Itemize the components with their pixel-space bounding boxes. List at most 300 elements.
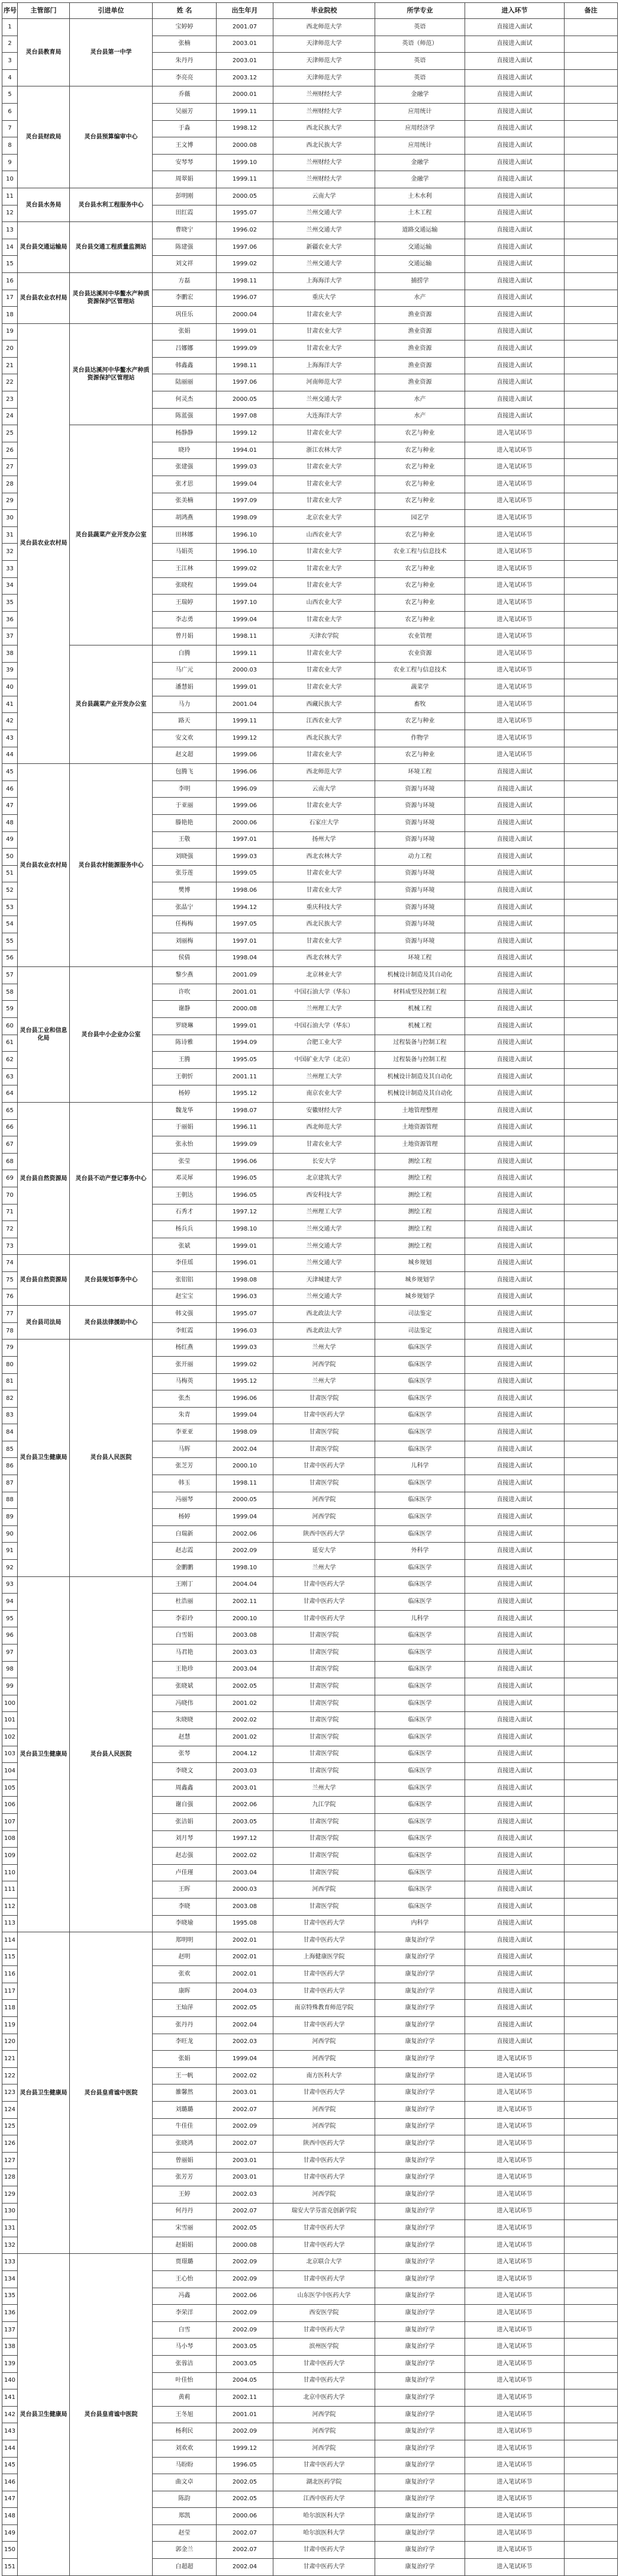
major-cell: 康复治疗学	[375, 2339, 465, 2356]
birth-cell: 2002.09	[217, 1543, 273, 1560]
stage-cell: 直接进入面试	[465, 1289, 565, 1306]
department-cell: 灵台县农业农村局	[18, 323, 70, 763]
table-row	[2, 1255, 618, 1272]
school-cell: 甘肃医学院	[273, 1813, 375, 1830]
school-cell: 兰州理工大学	[273, 1001, 375, 1018]
department-cell: 灵台县农业农村局	[18, 272, 70, 323]
birth-cell: 1994.09	[217, 1035, 273, 1052]
major-cell: 机械工程	[375, 1018, 465, 1035]
major-cell: 临床医学	[375, 1340, 465, 1357]
stage-cell: 直接进入面试	[465, 408, 565, 425]
row-index: 111	[2, 1881, 18, 1899]
birth-cell: 1999.06	[217, 747, 273, 764]
remark-cell	[565, 2118, 618, 2135]
school-cell: 甘肃医学院	[273, 1830, 375, 1848]
name-cell: 卢佳瑾	[153, 1864, 217, 1881]
row-index: 67	[2, 1136, 18, 1154]
stage-cell: 直接进入面试	[465, 849, 565, 866]
birth-cell: 2003.08	[217, 1627, 273, 1644]
stage-cell: 直接进入面试	[465, 323, 565, 341]
stage-cell: 进入笔试环节	[465, 577, 565, 595]
remark-cell	[565, 2288, 618, 2305]
row-index: 143	[2, 2423, 18, 2440]
stage-cell: 进入笔试环节	[465, 611, 565, 628]
school-cell: 甘肃医学院	[273, 1898, 375, 1915]
school-cell: 陕西中医药大学	[273, 1525, 375, 1543]
birth-cell: 1996.06	[217, 764, 273, 781]
school-cell: 天津师范大学	[273, 53, 375, 70]
stage-cell: 直接进入面试	[465, 69, 565, 86]
major-cell: 农艺与种业	[375, 611, 465, 628]
name-cell: 张斌	[153, 1238, 217, 1255]
major-cell: 康复治疗学	[375, 2118, 465, 2135]
stage-cell: 直接进入面试	[465, 2034, 565, 2051]
remark-cell	[565, 713, 618, 730]
school-cell: 甘肃农业大学	[273, 459, 375, 476]
name-cell: 许吹	[153, 984, 217, 1001]
remark-cell	[565, 916, 618, 933]
remark-cell	[565, 544, 618, 561]
stage-cell: 直接进入面试	[465, 341, 565, 358]
row-index: 128	[2, 2169, 18, 2186]
school-cell: 南方医科大学	[273, 2067, 375, 2084]
stage-cell: 直接进入面试	[465, 1898, 565, 1915]
name-cell: 马广元	[153, 662, 217, 679]
stage-cell: 直接进入面试	[465, 1052, 565, 1069]
birth-cell: 1998.07	[217, 1103, 273, 1120]
stage-cell: 进入笔试环节	[465, 628, 565, 645]
department-cell: 灵台县交通运输局	[18, 222, 70, 273]
major-cell: 应用统计	[375, 137, 465, 155]
remark-cell	[565, 967, 618, 984]
major-cell: 农艺与种业	[375, 595, 465, 612]
name-cell: 曲文卓	[153, 2474, 217, 2491]
row-index: 94	[2, 1594, 18, 1611]
name-cell: 曾月娟	[153, 628, 217, 645]
remark-cell	[565, 171, 618, 188]
school-cell: 甘肃中医药大学	[273, 1915, 375, 1932]
name-cell: 张丹丹	[153, 2017, 217, 2034]
school-cell: 甘肃医学院	[273, 1746, 375, 1763]
remark-cell	[565, 188, 618, 205]
name-cell: 巩佳乐	[153, 307, 217, 324]
birth-cell: 2002.09	[217, 2423, 273, 2440]
remark-cell	[565, 205, 618, 222]
name-cell: 郑凯	[153, 2508, 217, 2525]
remark-cell	[565, 1018, 618, 1035]
major-cell: 康复治疗学	[375, 2457, 465, 2474]
row-index: 87	[2, 1475, 18, 1492]
major-cell: 城乡规划	[375, 1255, 465, 1272]
stage-cell: 直接进入面试	[465, 916, 565, 933]
major-cell: 康复治疗学	[375, 2440, 465, 2457]
name-cell: 曾丽娟	[153, 2152, 217, 2169]
stage-cell: 进入笔试环节	[465, 662, 565, 679]
name-cell: 赵慧	[153, 1729, 217, 1746]
major-cell: 康复治疗学	[375, 2102, 465, 2119]
birth-cell: 2002.02	[217, 2067, 273, 2084]
major-cell: 内科学	[375, 1915, 465, 1932]
stage-cell: 直接进入面试	[465, 1170, 565, 1187]
major-cell: 道路交通运输	[375, 222, 465, 239]
remark-cell	[565, 103, 618, 120]
school-cell: 山东医学中医药大学	[273, 2288, 375, 2305]
major-cell: 临床医学	[375, 1356, 465, 1373]
remark-cell	[565, 1001, 618, 1018]
remark-cell	[565, 798, 618, 815]
stage-cell: 直接进入面试	[465, 1424, 565, 1441]
remark-cell	[565, 1746, 618, 1763]
name-cell: 叶佳怡	[153, 2372, 217, 2389]
name-cell: 罗晓琳	[153, 1018, 217, 1035]
row-index: 69	[2, 1170, 18, 1187]
row-index: 5	[2, 86, 18, 104]
row-index: 10	[2, 171, 18, 188]
major-cell: 资源与环境	[375, 899, 465, 916]
stage-cell: 进入笔试环节	[465, 493, 565, 510]
stage-cell: 进入笔试环节	[465, 2254, 565, 2271]
school-cell: 江西中医药大学	[273, 2491, 375, 2508]
row-index: 118	[2, 2000, 18, 2017]
school-cell: 兰州交通大学	[273, 1255, 375, 1272]
remark-cell	[565, 1390, 618, 1408]
row-index: 23	[2, 391, 18, 409]
remark-cell	[565, 1712, 618, 1729]
birth-cell: 2003.01	[217, 2169, 273, 2186]
row-index: 62	[2, 1052, 18, 1069]
remark-cell	[565, 1932, 618, 1949]
birth-cell: 2002.02	[217, 1712, 273, 1729]
birth-cell: 2002.05	[217, 2220, 273, 2237]
remark-cell	[565, 2034, 618, 2051]
birth-cell: 1999.02	[217, 1356, 273, 1373]
name-cell: 杨静静	[153, 425, 217, 442]
major-cell: 测绘工程	[375, 1170, 465, 1187]
school-cell: 兰州交通大学	[273, 391, 375, 409]
school-cell: 甘肃中医药大学	[273, 1576, 375, 1594]
row-index: 132	[2, 2237, 18, 2254]
major-cell: 机械设计制造及其自动化	[375, 967, 465, 984]
remark-cell	[565, 1729, 618, 1746]
remark-cell	[565, 1441, 618, 1458]
remark-cell	[565, 374, 618, 391]
major-cell: 临床医学	[375, 1729, 465, 1746]
major-cell: 土木工程	[375, 205, 465, 222]
remark-cell	[565, 1881, 618, 1899]
remark-cell	[565, 357, 618, 374]
remark-cell	[565, 1492, 618, 1509]
major-cell: 康复治疗学	[375, 2051, 465, 2068]
name-cell: 李明	[153, 780, 217, 798]
school-cell: 甘肃农业大学	[273, 645, 375, 662]
name-cell: 陈建强	[153, 239, 217, 256]
name-cell: 滕艳艳	[153, 814, 217, 831]
row-index: 116	[2, 1966, 18, 1983]
name-cell: 杨婷	[153, 1085, 217, 1103]
stage-cell: 进入笔试环节	[465, 595, 565, 612]
stage-cell: 直接进入面试	[465, 1119, 565, 1136]
stage-cell: 进入笔试环节	[465, 2270, 565, 2288]
birth-cell: 1999.01	[217, 1018, 273, 1035]
major-cell: 农业工程与信息技术	[375, 662, 465, 679]
school-cell: 甘肃农业大学	[273, 561, 375, 578]
school-cell: 北京建筑大学	[273, 1170, 375, 1187]
row-index: 57	[2, 967, 18, 984]
major-cell: 临床医学	[375, 1509, 465, 1526]
remark-cell	[565, 1289, 618, 1306]
major-cell: 测绘工程	[375, 1153, 465, 1170]
stage-cell: 直接进入面试	[465, 19, 565, 36]
remark-cell	[565, 1221, 618, 1238]
major-cell: 临床医学	[375, 1797, 465, 1814]
name-cell: 韩文强	[153, 1306, 217, 1323]
birth-cell: 2002.07	[217, 2102, 273, 2119]
stage-cell: 直接进入面试	[465, 1983, 565, 2000]
major-cell: 临床医学	[375, 1373, 465, 1390]
header-school: 毕业院校	[273, 3, 375, 19]
birth-cell: 2003.01	[217, 2084, 273, 2102]
school-cell: 甘肃中医药大学	[273, 2084, 375, 2102]
school-cell: 浙江农林大学	[273, 442, 375, 459]
name-cell: 宋雪丽	[153, 2220, 217, 2237]
school-cell: 河西学院	[273, 2423, 375, 2440]
school-cell: 扬州大学	[273, 831, 375, 849]
major-cell: 康复治疗学	[375, 1932, 465, 1949]
birth-cell: 1998.11	[217, 1475, 273, 1492]
unit-cell: 灵台县不动产登记事务中心	[70, 1103, 153, 1255]
row-index: 19	[2, 323, 18, 341]
major-cell: 机械设计制造及其自动化	[375, 1068, 465, 1085]
name-cell: 安琴琴	[153, 154, 217, 171]
birth-cell: 2002.09	[217, 2270, 273, 2288]
school-cell: 云南大学	[273, 188, 375, 205]
name-cell: 邓灵犀	[153, 1170, 217, 1187]
major-cell: 渔业资源	[375, 357, 465, 374]
remark-cell	[565, 2000, 618, 2017]
birth-cell: 1999.12	[217, 730, 273, 747]
major-cell: 司法鉴定	[375, 1322, 465, 1340]
row-index: 27	[2, 459, 18, 476]
school-cell: 西北师范大学	[273, 19, 375, 36]
birth-cell: 1996.02	[217, 222, 273, 239]
name-cell: 韩玉	[153, 1475, 217, 1492]
department-cell: 灵台县农业农村局	[18, 764, 70, 967]
name-cell: 王灿萍	[153, 2000, 217, 2017]
major-cell: 康复治疗学	[375, 2321, 465, 2339]
row-index: 149	[2, 2524, 18, 2542]
school-cell: 山西农业大学	[273, 595, 375, 612]
major-cell: 康复治疗学	[375, 2423, 465, 2440]
name-cell: 李佳瑶	[153, 1255, 217, 1272]
name-cell: 李鹏宏	[153, 290, 217, 307]
roster-table	[2, 2, 618, 2576]
row-index: 80	[2, 1356, 18, 1373]
table-row	[2, 967, 618, 984]
major-cell: 临床医学	[375, 1746, 465, 1763]
remark-cell	[565, 561, 618, 578]
remark-cell	[565, 36, 618, 53]
name-cell: 王瑞婷	[153, 595, 217, 612]
birth-cell: 1999.11	[217, 103, 273, 120]
remark-cell	[565, 831, 618, 849]
department-cell: 灵台县工业和信息化局	[18, 967, 70, 1103]
birth-cell: 2004.05	[217, 2372, 273, 2389]
school-cell: 河西学院	[273, 2406, 375, 2423]
birth-cell: 2002.06	[217, 1797, 273, 1814]
row-index: 110	[2, 1864, 18, 1881]
row-index: 74	[2, 1255, 18, 1272]
name-cell: 方磊	[153, 272, 217, 290]
remark-cell	[565, 730, 618, 747]
name-cell: 马力	[153, 696, 217, 713]
school-cell: 西安科技大学	[273, 1187, 375, 1204]
stage-cell: 进入笔试环节	[465, 2084, 565, 2102]
birth-cell: 2002.05	[217, 2000, 273, 2017]
school-cell: 甘肃中医药大学	[273, 2220, 375, 2237]
major-cell: 机械设计制造及其自动化	[375, 1085, 465, 1103]
stage-cell: 直接进入面试	[465, 357, 565, 374]
stage-cell: 直接进入面试	[465, 882, 565, 900]
birth-cell: 2003.03	[217, 1644, 273, 1662]
name-cell: 张永怡	[153, 1136, 217, 1154]
stage-cell: 直接进入面试	[465, 950, 565, 967]
major-cell: 农艺与种业	[375, 442, 465, 459]
major-cell: 农艺与种业	[375, 493, 465, 510]
department-cell: 灵台县自然资源局	[18, 1255, 70, 1306]
remark-cell	[565, 1153, 618, 1170]
major-cell: 渔业资源	[375, 323, 465, 341]
name-cell: 李彩玲	[153, 1610, 217, 1627]
name-cell: 刘丽梅	[153, 933, 217, 950]
major-cell: 临床医学	[375, 1813, 465, 1830]
major-cell: 农艺与种业	[375, 713, 465, 730]
name-cell: 金鹏鹏	[153, 1560, 217, 1577]
stage-cell: 直接进入面试	[465, 1356, 565, 1373]
stage-cell: 进入笔试环节	[465, 2067, 565, 2084]
department-cell: 灵台县卫生健康局	[18, 1576, 70, 1932]
remark-cell	[565, 2203, 618, 2220]
birth-cell: 2003.12	[217, 69, 273, 86]
birth-cell: 2001.02	[217, 1695, 273, 1712]
remark-cell	[565, 120, 618, 137]
remark-cell	[565, 442, 618, 459]
row-index: 58	[2, 984, 18, 1001]
major-cell: 农艺与种业	[375, 747, 465, 764]
major-cell: 临床医学	[375, 1780, 465, 1797]
school-cell: 河西学院	[273, 1492, 375, 1509]
school-cell: 河西学院	[273, 2102, 375, 2119]
stage-cell: 直接进入面试	[465, 1221, 565, 1238]
name-cell: 王心怡	[153, 2270, 217, 2288]
major-cell: 畜牧	[375, 696, 465, 713]
table-row	[2, 1306, 618, 1323]
row-index: 141	[2, 2389, 18, 2407]
school-cell: 上海健康医学院	[273, 1949, 375, 1966]
stage-cell: 直接进入面试	[465, 1187, 565, 1204]
name-cell: 白雪	[153, 2321, 217, 2339]
remark-cell	[565, 1424, 618, 1441]
row-index: 133	[2, 2254, 18, 2271]
department-cell: 灵台县司法局	[18, 1306, 70, 1340]
name-cell: 张开丽	[153, 1356, 217, 1373]
major-cell: 康复治疗学	[375, 2220, 465, 2237]
remark-cell	[565, 747, 618, 764]
name-cell: 赵宝宝	[153, 1289, 217, 1306]
birth-cell: 2002.06	[217, 1525, 273, 1543]
remark-cell	[565, 476, 618, 493]
major-cell: 农业资源	[375, 645, 465, 662]
unit-cell: 灵台县达溪河中华鳖水产种质资源保护区管理站	[70, 323, 153, 425]
stage-cell: 进入笔试环节	[465, 526, 565, 544]
birth-cell: 2000.04	[217, 307, 273, 324]
stage-cell: 直接进入面试	[465, 1018, 565, 1035]
remark-cell	[565, 290, 618, 307]
name-cell: 朱丹丹	[153, 53, 217, 70]
school-cell: 甘肃中医药大学	[273, 2270, 375, 2288]
stage-cell: 直接进入面试	[465, 1238, 565, 1255]
name-cell: 晓玲	[153, 442, 217, 459]
name-cell: 陆丽丽	[153, 374, 217, 391]
school-cell: 河西学院	[273, 1509, 375, 1526]
school-cell: 甘肃农业大学	[273, 577, 375, 595]
birth-cell: 1995.12	[217, 1373, 273, 1390]
school-cell: 滨州医学院	[273, 2339, 375, 2356]
remark-cell	[565, 1170, 618, 1187]
name-cell: 杨兵兵	[153, 1221, 217, 1238]
remark-cell	[565, 1085, 618, 1103]
birth-cell: 1998.11	[217, 272, 273, 290]
school-cell: 甘肃中医药大学	[273, 2559, 375, 2576]
unit-cell: 灵台县农村能源服务中心	[70, 764, 153, 967]
birth-cell: 1998.08	[217, 1271, 273, 1289]
school-cell: 甘肃中医药大学	[273, 1983, 375, 2000]
row-index: 17	[2, 290, 18, 307]
major-cell: 康复治疗学	[375, 2474, 465, 2491]
row-index: 25	[2, 425, 18, 442]
major-cell: 英语	[375, 53, 465, 70]
remark-cell	[565, 865, 618, 882]
school-cell: 重庆大学	[273, 290, 375, 307]
major-cell: 农业工程与信息技术	[375, 544, 465, 561]
stage-cell: 直接进入面试	[465, 831, 565, 849]
remark-cell	[565, 696, 618, 713]
row-index: 64	[2, 1085, 18, 1103]
name-cell: 宝婷婷	[153, 19, 217, 36]
stage-cell: 直接进入面试	[465, 865, 565, 882]
major-cell: 康复治疗学	[375, 2288, 465, 2305]
remark-cell	[565, 1255, 618, 1272]
school-cell: 甘肃医学院	[273, 1475, 375, 1492]
birth-cell: 2000.05	[217, 391, 273, 409]
row-index: 45	[2, 764, 18, 781]
name-cell: 李晓	[153, 1898, 217, 1915]
name-cell: 张晓斌	[153, 1678, 217, 1695]
school-cell: 中国石油大学（华东）	[273, 1018, 375, 1035]
name-cell: 李晓瑜	[153, 1915, 217, 1932]
remark-cell	[565, 1407, 618, 1424]
major-cell: 资源与环境	[375, 831, 465, 849]
birth-cell: 1997.01	[217, 831, 273, 849]
row-index: 91	[2, 1543, 18, 1560]
name-cell: 于淼	[153, 120, 217, 137]
remark-cell	[565, 2440, 618, 2457]
name-cell: 王腾	[153, 1052, 217, 1069]
name-cell: 张娟	[153, 2051, 217, 2068]
school-cell: 甘肃农业大学	[273, 865, 375, 882]
table-row	[2, 86, 618, 104]
stage-cell: 进入笔试环节	[465, 2135, 565, 2153]
name-cell: 魏龙华	[153, 1103, 217, 1120]
